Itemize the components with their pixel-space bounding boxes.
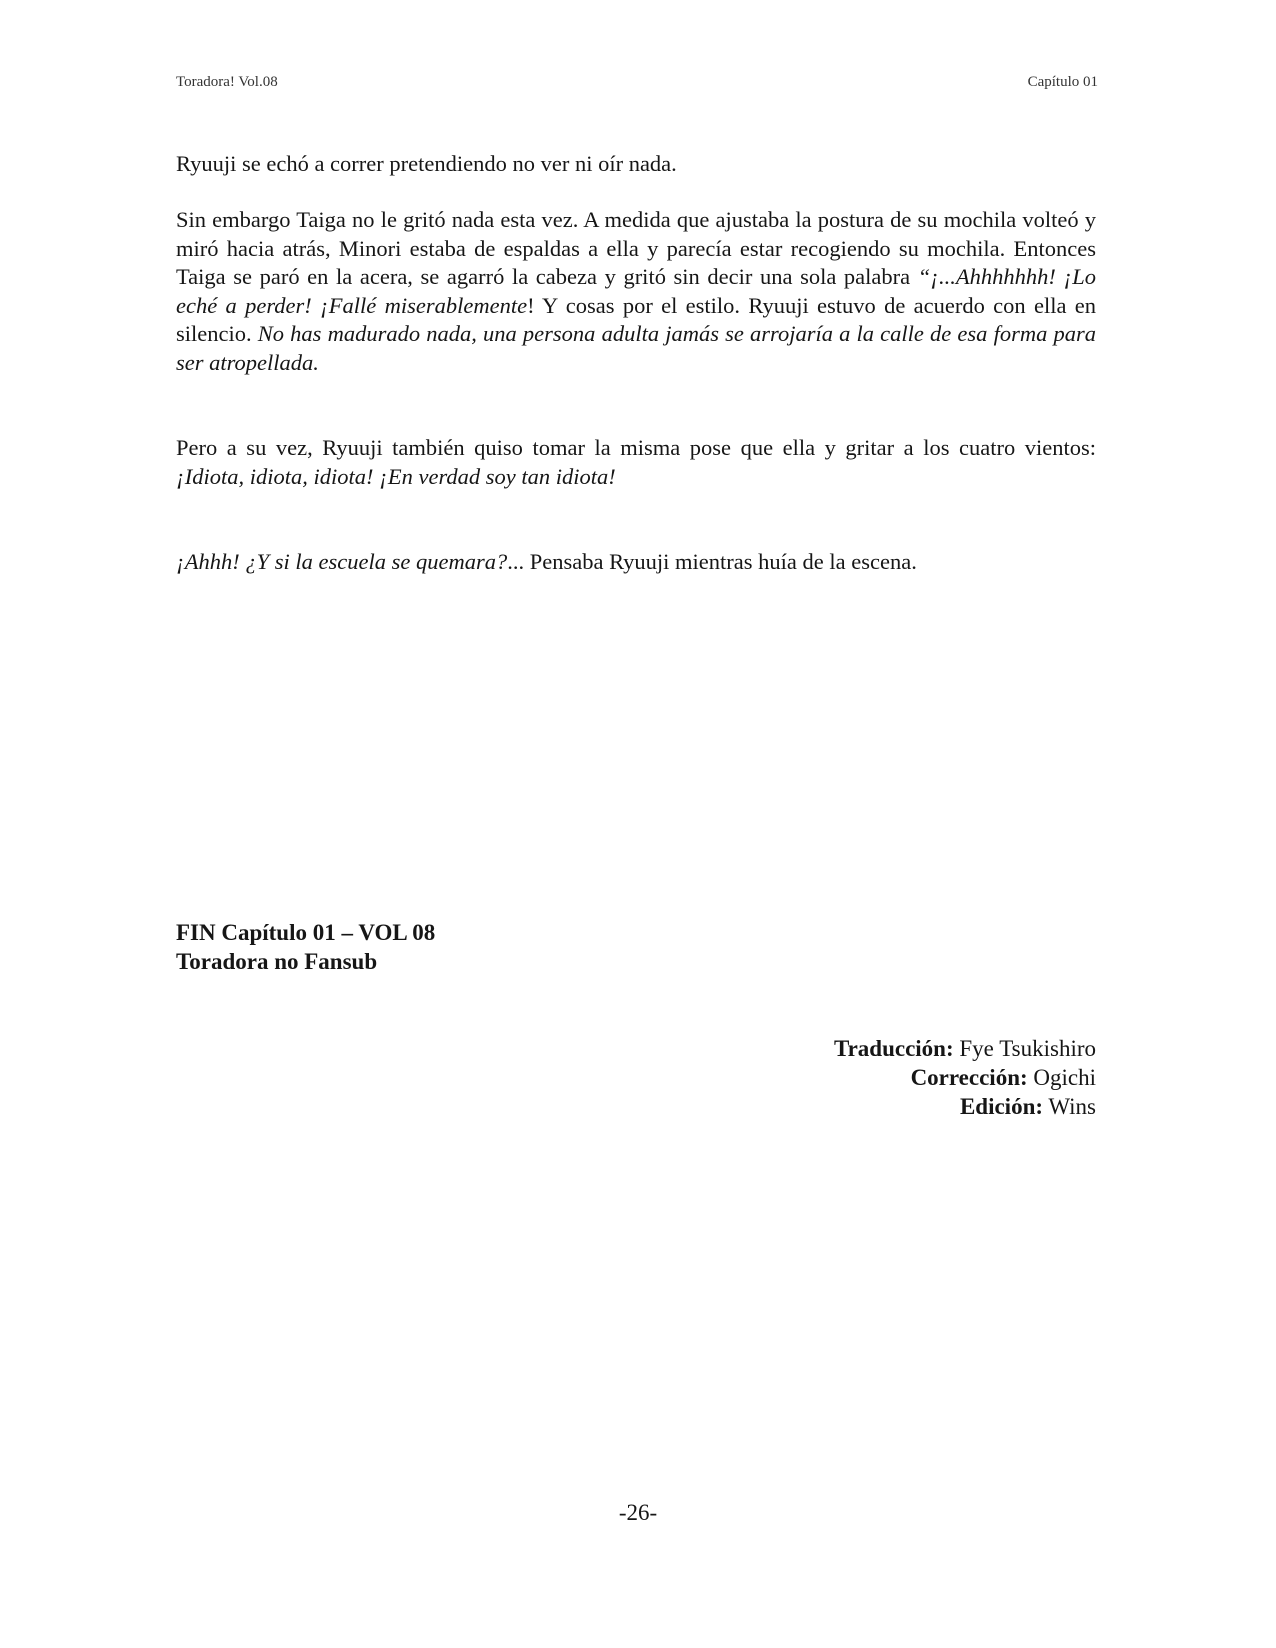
credit-translation-label: Traducción: — [833, 1036, 954, 1061]
paragraph-1-text: Ryuuji se echó a correr pretendiendo no ver ni oír nada. — [176, 151, 677, 176]
credit-edition-value: Wins — [1043, 1094, 1096, 1119]
credit-correction-value: Ogichi — [1027, 1065, 1096, 1090]
credit-correction-label: Corrección: — [910, 1065, 1028, 1090]
running-header-title: Toradora! Vol.08 — [176, 74, 278, 90]
paragraph-4-text-b: ... Pensaba Ryuuji mientras huía de la escena. — [507, 549, 917, 574]
paragraph-2-italic-thought: No has madurado nada, una persona adulta jamás se arrojaría a la calle de esa forma para ser atropellada. — [176, 321, 1096, 375]
credit-correction — [834, 1063, 1096, 1092]
credit-translation — [834, 1034, 1096, 1063]
credit-edition — [834, 1092, 1096, 1121]
paragraph-1 — [176, 150, 1096, 179]
credit-edition-label: Edición: — [959, 1094, 1044, 1119]
paragraph-2 — [176, 206, 1096, 377]
credits-block — [834, 1034, 1096, 1121]
chapter-end-block — [176, 918, 435, 976]
paragraph-3-text-a: Pero a su vez, Ryuuji también quiso tomar la misma pose que ella y gritar a los cuatro vientos: — [176, 435, 1096, 460]
paragraph-3-italic-thought: ¡Idiota, idiota, idiota! ¡En verdad soy tan idiota! — [176, 463, 616, 489]
paragraph-2-italic-quote: “¡...Ahhhhhhh! ¡Lo eché a perder! ¡Fallé miserablemente — [176, 264, 1096, 318]
chapter-end-line: FIN Capítulo 01 – VOL 08 — [176, 920, 436, 945]
paragraph-2-text-c: ! Y cosas por el estilo. Ryuuji estuvo de acuerdo con ella en silencio. — [176, 292, 1096, 346]
running-header-chapter: Capítulo 01 — [1027, 74, 1098, 90]
paragraph-4 — [176, 548, 1096, 577]
paragraph-3 — [176, 434, 1096, 491]
paragraph-4-italic-thought: ¡Ahhh! ¿Y si la escuela se quemara? — [176, 549, 508, 574]
paragraph-2-text-a: Sin embargo Taiga no le gritó nada esta vez. A medida que ajustaba la postura de su mochila volteó y miró hacia atrás, Minori estaba de espaldas a ella y parecía estar recogiendo su mochila. Entonces Taiga se paró en la acera, se agarró la cabeza y gritó sin decir una sola palabra — [176, 207, 1096, 289]
page-number: -26- — [618, 1500, 658, 1525]
fansub-name: Toradora no Fansub — [176, 949, 378, 974]
credit-translation-value: Fye Tsukishiro — [953, 1036, 1096, 1061]
